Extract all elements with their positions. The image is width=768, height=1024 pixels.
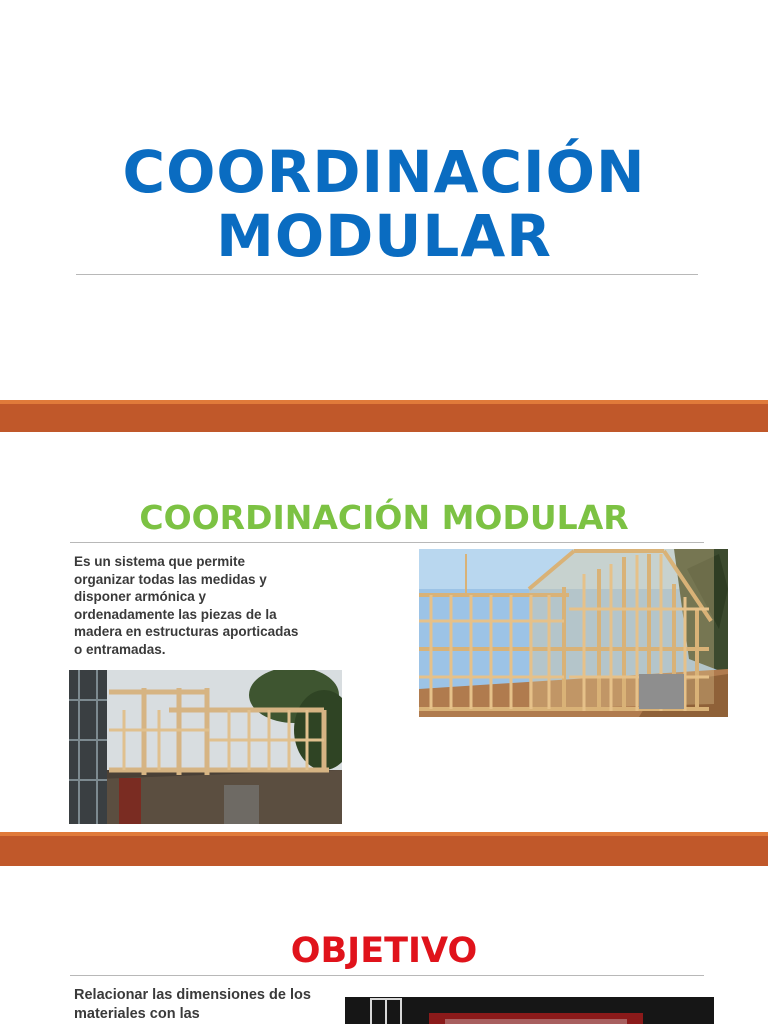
slide-1-title: [60, 140, 708, 268]
title-rule: [76, 274, 698, 275]
slide-3: [0, 866, 768, 1024]
slide-1-title-line-1: COORDINACIÓN: [122, 138, 646, 206]
slide-2: [0, 432, 768, 832]
timber-frame-construction-photo: [69, 670, 342, 824]
slide-1-title-line-2: MODULAR: [216, 202, 552, 270]
title-rule: [70, 542, 704, 543]
slide-3-title: OBJETIVO: [290, 931, 478, 971]
slide-divider: [0, 400, 768, 432]
slide-1: [0, 0, 768, 400]
slide-2-title: COORDINACIÓN MODULAR: [139, 498, 629, 537]
slide-3-body-text: Relacionar las dimensiones de los materiales con las: [74, 987, 311, 1022]
title-rule: [70, 975, 704, 976]
modular-diagram-image: [345, 997, 714, 1024]
slide-2-body-text: Es un sistema que permite organizar todas las medidas y disponer armónica y ordenadamente las piezas de la madera en estructuras aporticadas o entramadas.: [74, 554, 299, 657]
slide-divider: [0, 832, 768, 866]
timber-frame-house-photo: [419, 549, 728, 717]
